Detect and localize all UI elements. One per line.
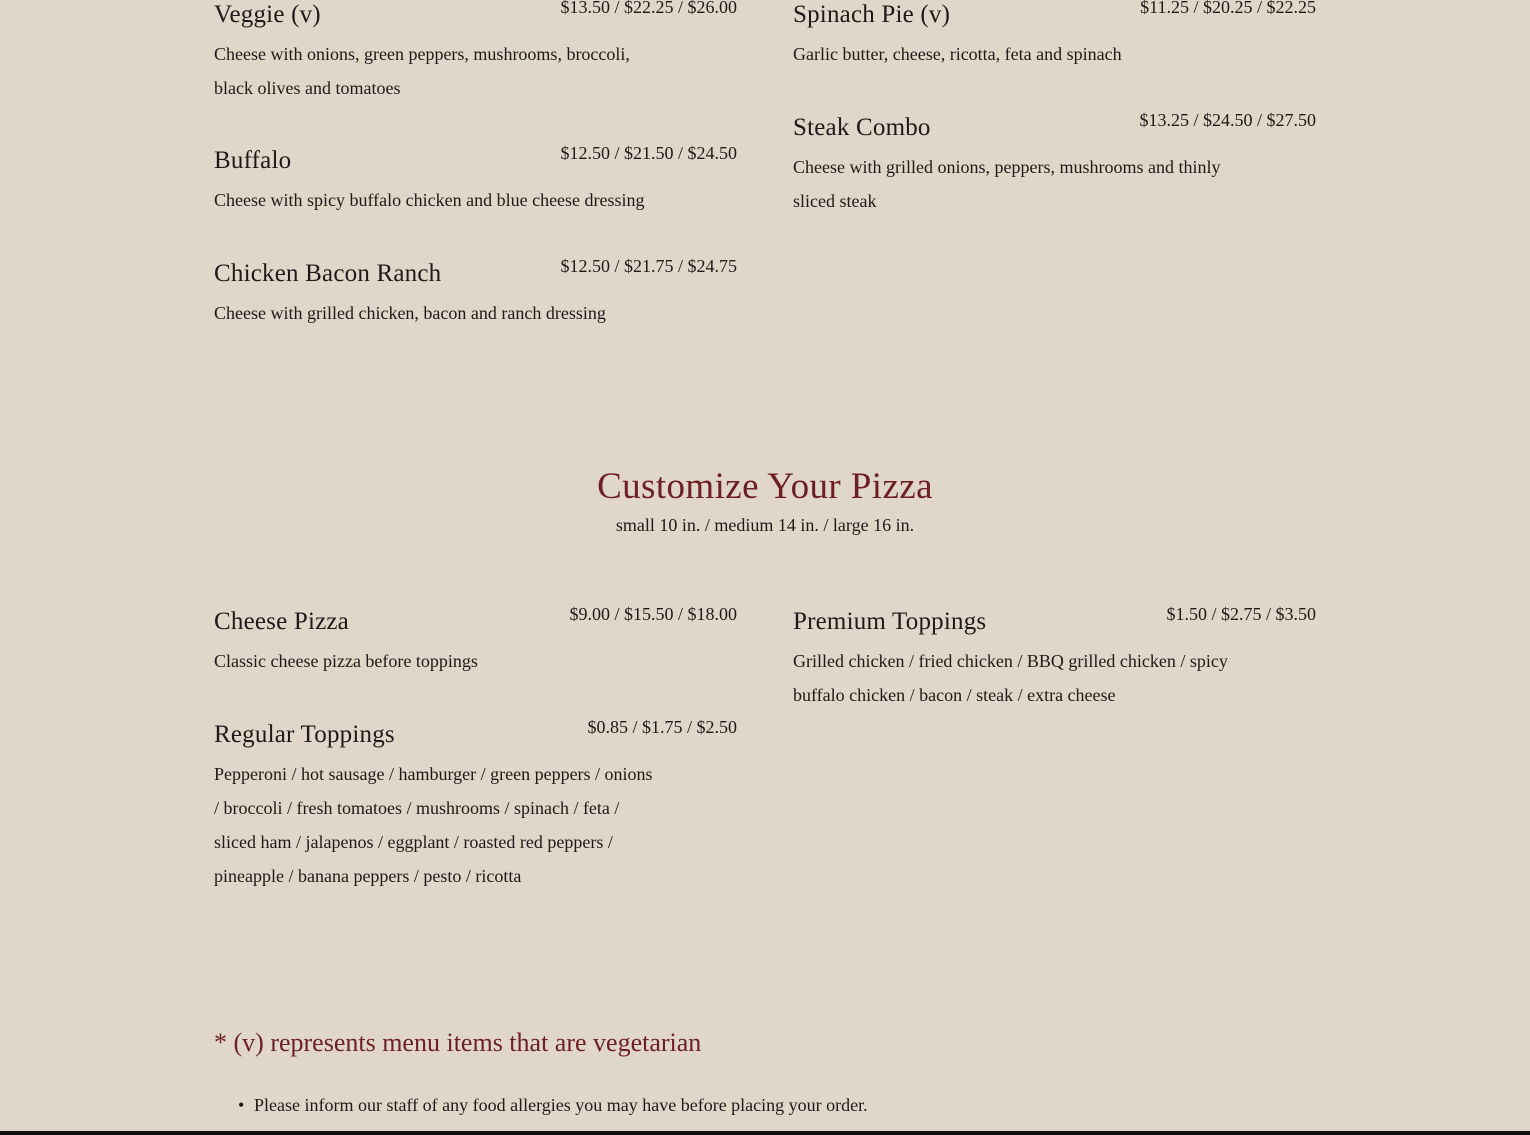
item-price: $12.50 / $21.50 / $24.50: [560, 143, 737, 163]
description-line: Cheese with onions, green peppers, mushrooms, broccoli,: [214, 44, 630, 64]
description-line: buffalo chicken / bacon / steak / extra cheese: [793, 685, 1116, 705]
description-line: Classic cheese pizza before toppings: [214, 651, 478, 671]
vegetarian-note: * (v) represents menu items that are vegetarian: [214, 1028, 702, 1057]
description-line: Grilled chicken / fried chicken / BBQ grilled chicken / spicy: [793, 651, 1228, 671]
description-line: sliced ham / jalapenos / eggplant / roasted red peppers /: [214, 832, 613, 852]
item-name: Veggie (v): [214, 1, 321, 28]
item-description: [214, 296, 684, 330]
item-description: [793, 37, 1263, 71]
item-price: $11.25 / $20.25 / $22.25: [1140, 0, 1316, 17]
item-description: [214, 757, 684, 893]
description-line: / broccoli / fresh tomatoes / mushrooms / spinach / feta /: [214, 798, 620, 818]
item-price: $13.25 / $24.50 / $27.50: [1139, 110, 1316, 130]
item-description: [793, 150, 1263, 218]
item-name: Premium Toppings: [793, 608, 987, 635]
item-name: Steak Combo: [793, 114, 931, 141]
item-description: [214, 37, 684, 105]
description-line: Cheese with grilled onions, peppers, mushrooms and thinly: [793, 157, 1221, 177]
item-price: $12.50 / $21.75 / $24.75: [560, 256, 737, 276]
description-line: pineapple / banana peppers / pesto / ricotta: [214, 866, 522, 886]
item-name: Cheese Pizza: [214, 608, 349, 635]
bottom-divider: [0, 1131, 1530, 1135]
item-price: $13.50 / $22.25 / $26.00: [560, 0, 737, 17]
section-title: Customize Your Pizza: [597, 466, 933, 507]
item-name: Regular Toppings: [214, 721, 395, 748]
description-line: black olives and tomatoes: [214, 78, 401, 98]
item-name: Chicken Bacon Ranch: [214, 260, 442, 287]
allergy-note-text: Please inform our staff of any food allergies you may have before placing your order.: [254, 1095, 868, 1115]
bullet-icon: •: [238, 1095, 245, 1115]
item-description: [214, 644, 684, 678]
description-line: Pepperoni / hot sausage / hamburger / green peppers / onions: [214, 764, 653, 784]
item-price: $9.00 / $15.50 / $18.00: [569, 604, 737, 624]
section-subtitle: small 10 in. / medium 14 in. / large 16 in.: [615, 515, 915, 535]
item-price: $0.85 / $1.75 / $2.50: [587, 717, 737, 737]
item-description: [214, 183, 684, 217]
description-line: sliced steak: [793, 191, 877, 211]
item-description: [793, 644, 1263, 712]
allergy-note: [238, 1094, 868, 1116]
description-line: Cheese with grilled chicken, bacon and ranch dressing: [214, 303, 606, 323]
description-line: Cheese with spicy buffalo chicken and blue cheese dressing: [214, 190, 645, 210]
description-line: Garlic butter, cheese, ricotta, feta and spinach: [793, 44, 1122, 64]
item-name: Buffalo: [214, 147, 292, 174]
item-name: Spinach Pie (v): [793, 1, 951, 28]
item-price: $1.50 / $2.75 / $3.50: [1166, 604, 1316, 624]
